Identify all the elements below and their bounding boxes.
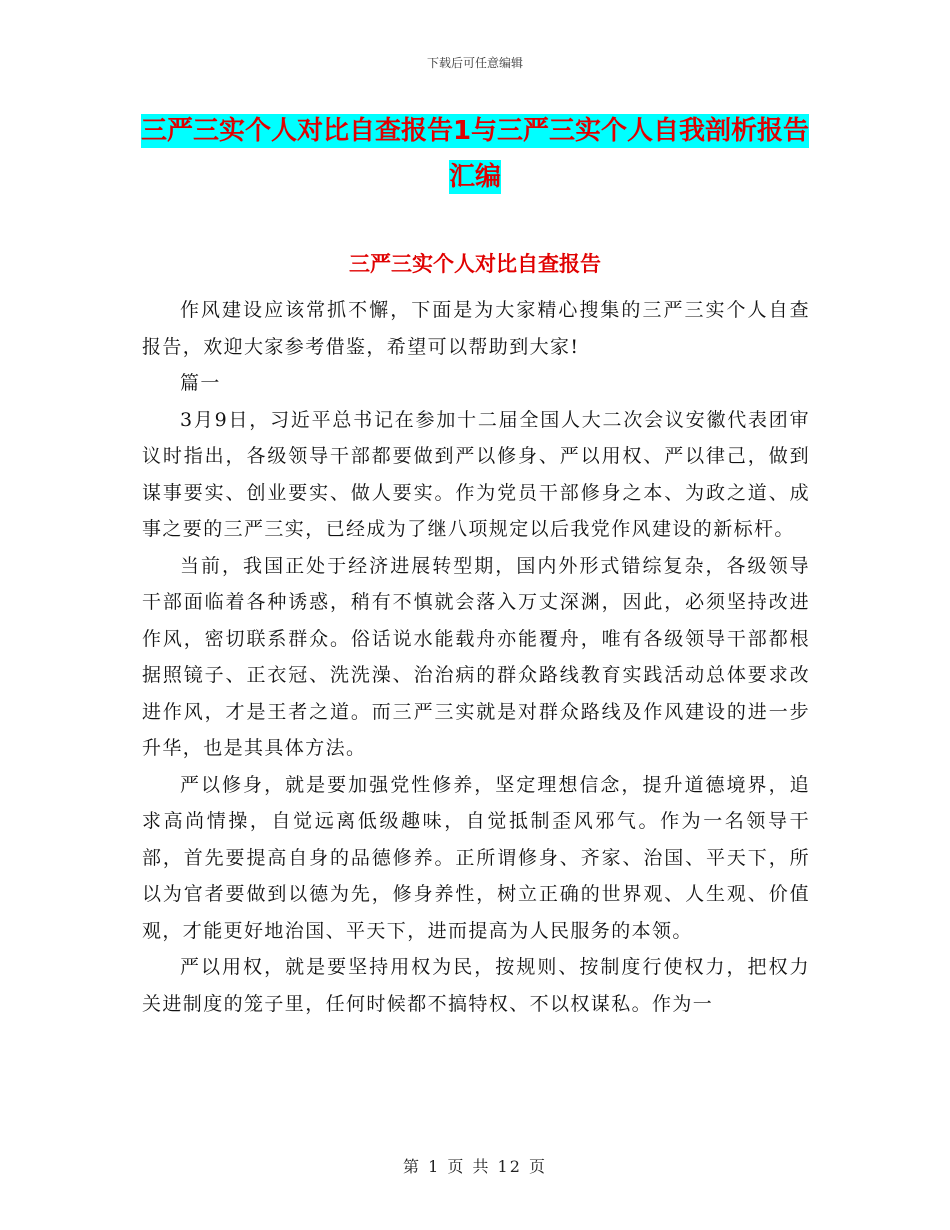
- paragraph: 当前，我国正处于经济进展转型期，国内外形式错综复杂，各级领导干部面临着各种诱惑，稍有不慎就会落入万丈深渊，因此，必须坚持改进作风，密切联系群众。俗话说水能载舟亦能覆舟，唯有各级领导干部都根据照镜子、正衣冠、洗洗澡、治治病的群众路线教育实践活动总体要求改进作风，才是王者之道。而三严三实就是对群众路线及作风建设的进一步升华，也是其具体方法。: [142, 554, 810, 759]
- section-title: 三严三实个人对比自查报告: [349, 252, 601, 276]
- document-body: [142, 292, 810, 1022]
- paragraph-intro: 作风建设应该常抓不懈，下面是为大家精心搜集的三严三实个人自查报告，欢迎大家参考借鉴，希望可以帮助到大家!: [142, 299, 810, 358]
- document-title-text: 三严三实个人对比自查报告1与三严三实个人自我剖析报告汇编: [140, 116, 810, 192]
- page-footer: 第 1 页 共 12 页: [403, 1157, 547, 1176]
- document-title: [140, 108, 810, 200]
- paragraph: 严以修身，就是要加强党性修养，坚定理想信念，提升道德境界，追求高尚情操，自觉远离低级趣味，自觉抵制歪风邪气。作为一名领导干部，首先要提高自身的品德修养。正所谓修身、齐家、治国、平天下，所以为官者要做到以德为先，修身养性，树立正确的世界观、人生观、价值观，才能更好地治国、平天下，进而提高为人民服务的本领。: [142, 773, 810, 942]
- paragraph-part-label: 篇一: [180, 372, 221, 394]
- header-note: 下载后可任意编辑: [426, 56, 523, 70]
- paragraph: 3月9日，习近平总书记在参加十二届全国人大二次会议安徽代表团审议时指出，各级领导干部都要做到严以修身、严以用权、严以律己，做到谋事要实、创业要实、做人要实。作为党员干部修身之本、为政之道、成事之要的三严三实，已经成为了继八项规定以后我党作风建设的新标杆。: [142, 408, 810, 540]
- paragraph: 严以用权，就是要坚持用权为民，按规则、按制度行使权力，把权力关进制度的笼子里，任何时候都不搞特权、不以权谋私。作为一: [142, 956, 810, 1015]
